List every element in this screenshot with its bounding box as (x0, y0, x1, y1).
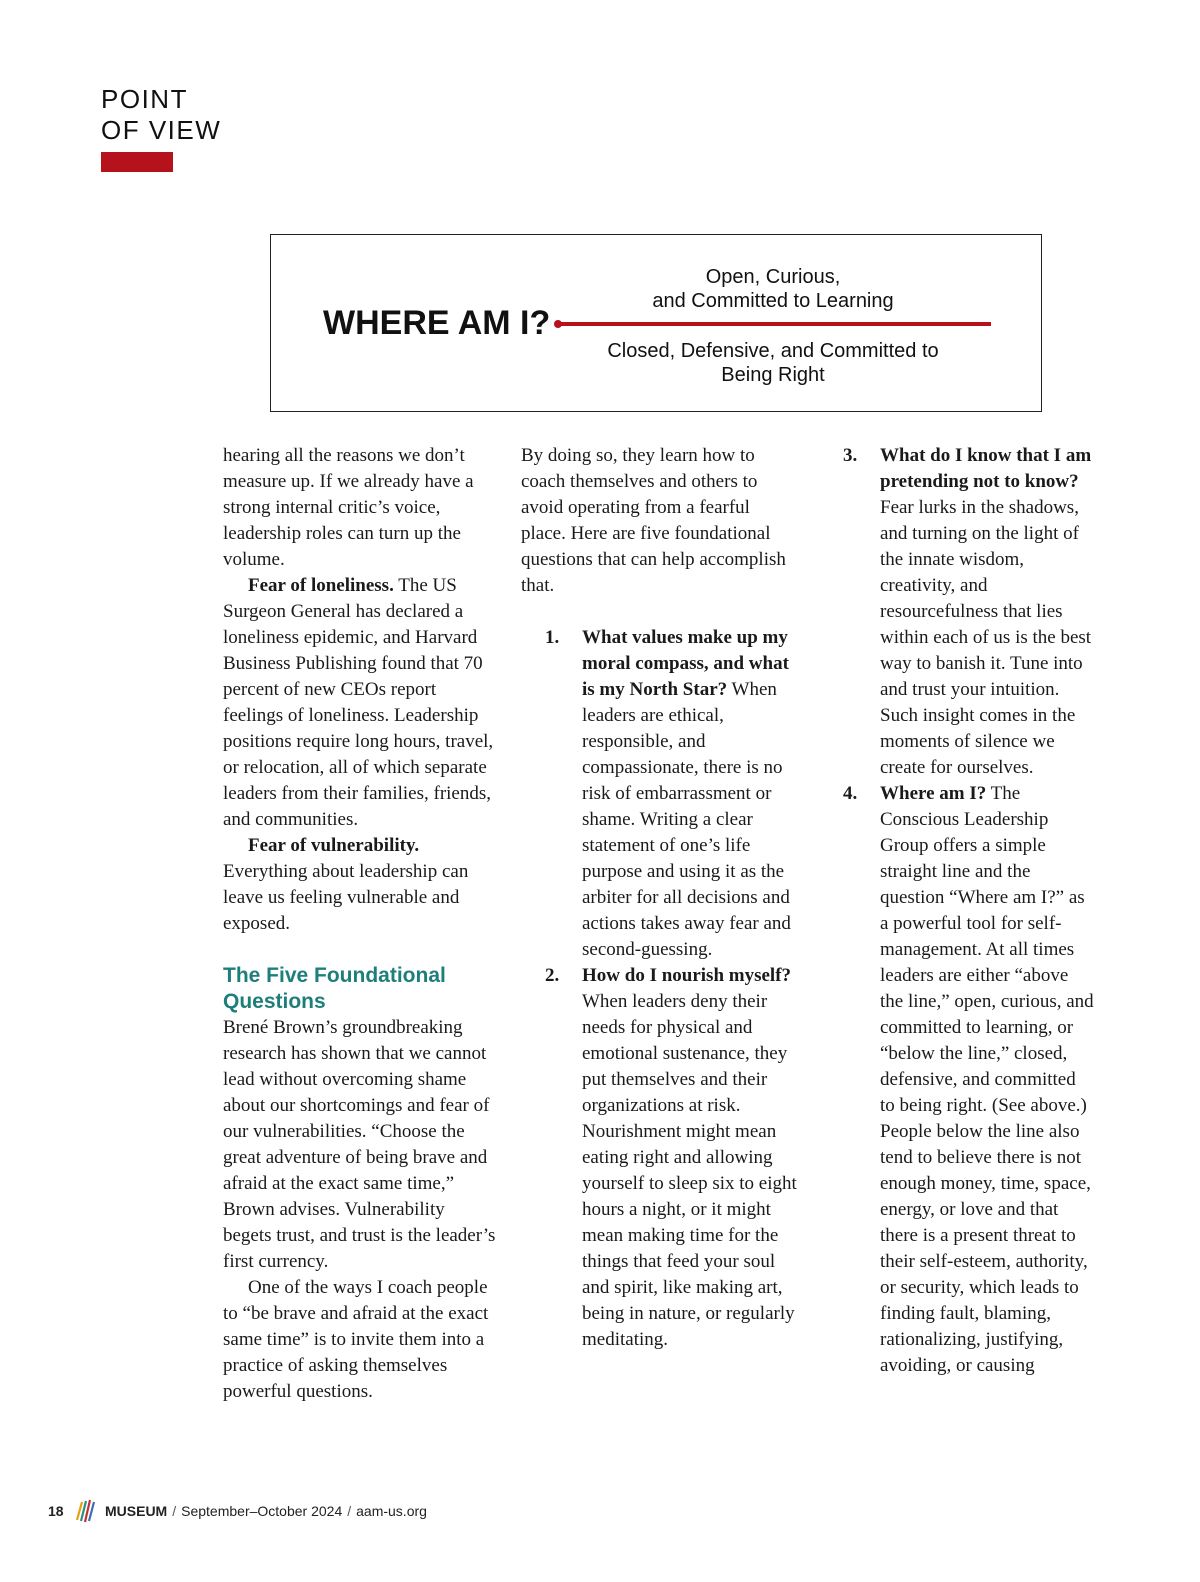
diagram-line (557, 322, 991, 326)
list-item (521, 963, 799, 1353)
list-number: 3. (843, 445, 858, 466)
museum-logo-icon (74, 1498, 96, 1524)
question-text: When leaders are ethical, responsible, and compassionate, there is no risk of embarrassment or shame. Writing a clear statement of one’s life purpose and using it as the arbiter for all decisions and actions takes away fear and second-guessing. (582, 679, 791, 960)
article-column-1 (223, 443, 498, 1405)
section-accent-bar (101, 152, 173, 172)
diagram-title: WHERE AM I? (323, 304, 551, 342)
footer-separator: / (347, 1503, 352, 1519)
list-item (521, 625, 799, 963)
article-column-2 (521, 443, 799, 1353)
subheading: The Five Foundational Questions (223, 964, 446, 1013)
question-lead: How do I nourish myself? (582, 965, 792, 986)
question-text: When leaders deny their needs for physical and emotional sustenance, they put themselves and their organizations at risk. Nourishment might mean eating right and allowing yourself to sleep six to eight hours a night, or it might mean making time for the things that feed your soul and spirit, like making art, being in nature, or regularly meditating. (582, 991, 797, 1350)
paragraph: By doing so, they learn how to coach themselves and others to avoid operating from a fearful place. Here are five foundational questions that can help accomplish that. (521, 445, 786, 596)
page-footer (48, 1498, 427, 1524)
list-number: 2. (545, 965, 560, 986)
paragraph: One of the ways I coach people to “be brave and afraid at the exact same time” is to invite them into a practice of asking themselves powerful questions. (223, 1277, 489, 1402)
paragraph (223, 833, 498, 937)
paragraph-lead: Fear of loneliness. (248, 575, 394, 596)
page-number: 18 (48, 1503, 64, 1519)
where-am-i-diagram (270, 234, 1042, 412)
question-lead: Where am I? (880, 783, 987, 804)
article-column-3 (843, 443, 1095, 1379)
list-number: 1. (545, 627, 560, 648)
publication-name: MUSEUM (105, 1503, 168, 1519)
footer-separator: / (172, 1503, 177, 1519)
list-item (843, 443, 1095, 781)
diagram-above-line-label: Open, Curious, and Committed to Learning (652, 266, 894, 312)
question-list (843, 443, 1095, 1379)
question-lead: What values make up my moral compass, and what is my North Star? (582, 627, 789, 700)
diagram-below-line-label: Closed, Defensive, and Committed to Being Right (607, 340, 939, 386)
paragraph-lead: Fear of vulnerability. (248, 835, 420, 856)
paragraph-text: The US Surgeon General has declared a loneliness epidemic, and Harvard Business Publishing found that 70 percent of new CEOs report feelings of loneliness. Leadership positions require long hours, travel, or relocation, all of which separate leaders from their families, friends, and communities. (223, 575, 494, 830)
paragraph (223, 573, 498, 833)
list-number: 4. (843, 783, 858, 804)
paragraph: hearing all the reasons we don’t measure up. If we already have a strong internal critic’s voice, leadership roles can turn up the volume. (223, 445, 474, 570)
question-text: Fear lurks in the shadows, and turning on the light of the innate wisdom, creativity, and resourcefulness that lies within each of us is the best way to banish it. Tune into and trust your intuition. Such insight comes in the moments of silence we create for ourselves. (880, 497, 1092, 778)
section-label (101, 84, 221, 146)
question-list (521, 625, 799, 1353)
question-lead: What do I know that I am pretending not to know? (880, 445, 1092, 492)
issue-date: September–October 2024 (181, 1503, 343, 1519)
list-item (843, 781, 1095, 1379)
section-label-line2: OF VIEW (101, 115, 222, 145)
paragraph: Brené Brown’s groundbreaking research has shown that we cannot lead without overcoming shame about our shortcomings and fear of our vulnerabilities. “Choose the great adventure of being brave and afraid at the exact same time,” Brown advises. Vulnerability begets trust, and trust is the leader’s first currency. (223, 1017, 496, 1272)
paragraph-text: Everything about leadership can leave us feeling vulnerable and exposed. (223, 861, 469, 934)
website-link[interactable]: aam-us.org (356, 1503, 427, 1519)
section-label-line1: POINT (101, 84, 188, 114)
question-text: The Conscious Leadership Group offers a simple straight line and the question “Where am I?” as a powerful tool for self-management. At all times leaders are either “above the line,” open, curious, and committed to learning, or “below the line,” closed, defensive, and committed to being right. (See above.) People below the line also tend to believe there is not enough money, time, space, energy, or love and that there is a present threat to their self-esteem, authority, or security, which leads to finding fault, blaming, rationalizing, justifying, avoiding, or causing (880, 783, 1094, 1376)
